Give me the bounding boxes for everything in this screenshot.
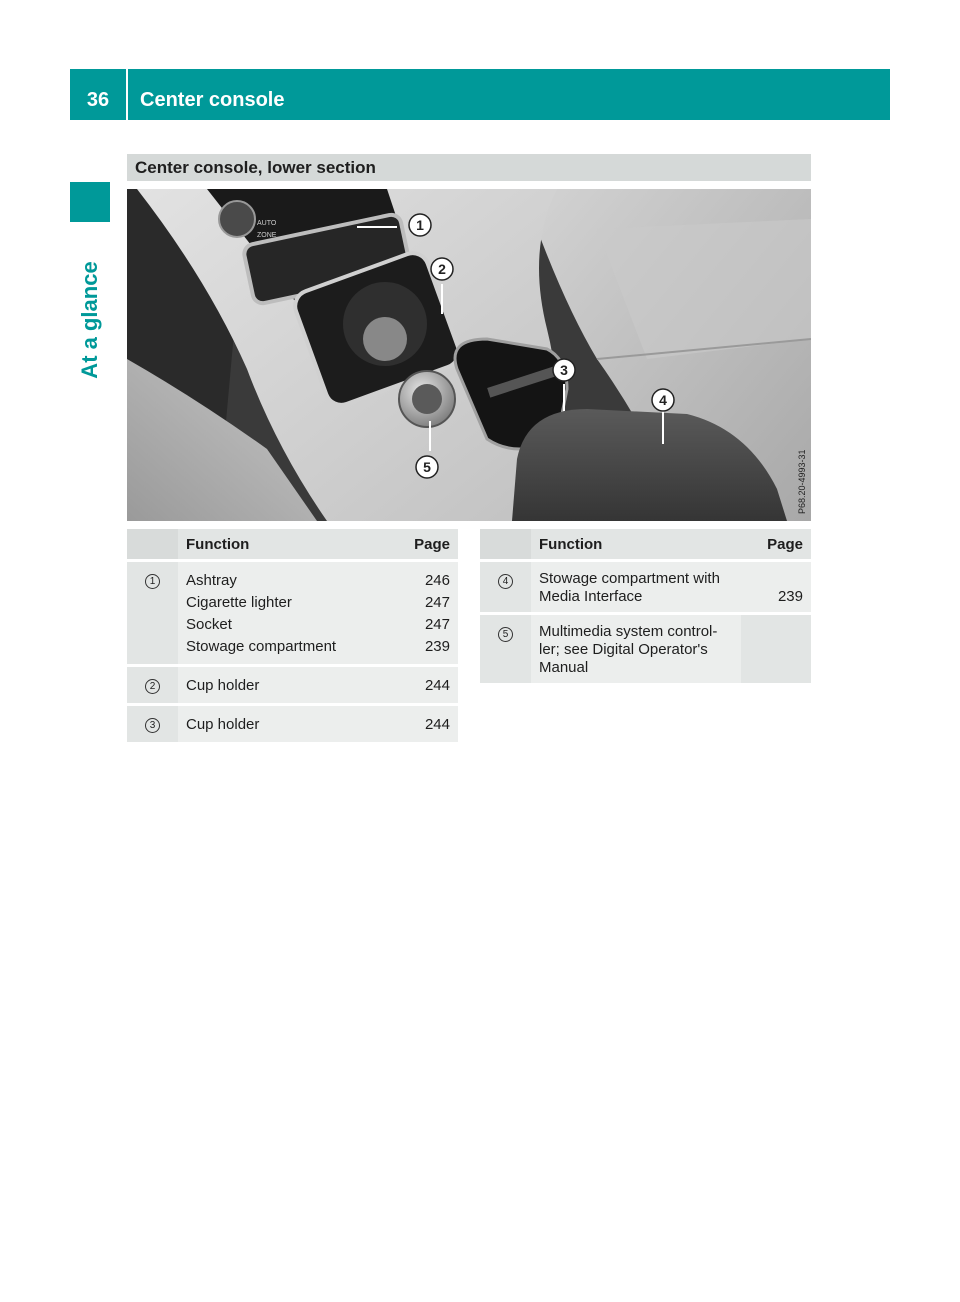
- callout-2-label: 2: [438, 261, 446, 277]
- callout-number: 5: [498, 627, 513, 642]
- function-item: Socket: [186, 616, 232, 633]
- callout-number: 2: [145, 679, 160, 694]
- table-row: [480, 615, 811, 686]
- callout-4: [652, 389, 674, 411]
- callout-number: 4: [498, 574, 513, 589]
- column-header-page: Page: [741, 529, 811, 562]
- function-item: Media Interface: [539, 588, 643, 605]
- callout-3: [553, 359, 575, 381]
- header-blank: [127, 529, 178, 562]
- zone-label: ZONE: [257, 232, 277, 239]
- function-item: Cup holder: [186, 716, 260, 733]
- side-tab-label: At a glance: [77, 261, 102, 379]
- image-code: P68.20-4993-31: [797, 449, 807, 514]
- page-ref: 247: [424, 594, 450, 611]
- function-table-right: [480, 529, 811, 686]
- header-blank: [480, 529, 531, 562]
- page-ref: 247: [424, 616, 450, 633]
- function-item: Manual: [539, 659, 589, 676]
- table-row: [127, 706, 458, 745]
- page-ref: 244: [424, 716, 450, 733]
- column-header-page: Page: [390, 529, 458, 562]
- function-item: ler; see Digital Operator's: [539, 641, 708, 658]
- function-item: Stowage compartment with: [539, 570, 720, 587]
- function-item: Stowage compartment: [186, 638, 337, 655]
- function-item: Ashtray: [186, 572, 237, 589]
- page-ref: 239: [424, 638, 450, 655]
- callout-1-label: 1: [416, 217, 424, 233]
- callout-number: 3: [145, 718, 160, 733]
- callout-4-label: 4: [659, 392, 667, 408]
- callout-5-label: 5: [423, 459, 431, 475]
- column-header-function: Function: [531, 529, 741, 562]
- callout-2: [431, 258, 453, 280]
- center-console-figure: [127, 189, 811, 521]
- header-divider: [126, 69, 128, 120]
- section-title: Center console, lower section: [135, 158, 376, 177]
- callout-number: 1: [145, 574, 160, 589]
- side-tab: [70, 250, 110, 390]
- function-item: Cigarette lighter: [186, 594, 292, 611]
- function-item: Multimedia system control-: [539, 623, 718, 640]
- side-tab-marker: [70, 182, 110, 222]
- page-ref: 246: [424, 572, 450, 589]
- column-header-function: Function: [178, 529, 390, 562]
- auto-label: AUTO: [257, 220, 277, 227]
- table-row: [127, 562, 458, 667]
- callout-5: [416, 456, 438, 478]
- page-ref: 244: [424, 677, 450, 694]
- page-number: 36: [86, 89, 110, 111]
- page-title: Center console: [140, 89, 285, 111]
- function-table-left: [127, 529, 458, 745]
- function-item: Cup holder: [186, 677, 260, 694]
- table-row: [480, 562, 811, 615]
- callout-3-label: 3: [560, 362, 568, 378]
- page-ref: 239: [777, 588, 803, 605]
- callout-1: [409, 214, 431, 236]
- table-row: [127, 667, 458, 706]
